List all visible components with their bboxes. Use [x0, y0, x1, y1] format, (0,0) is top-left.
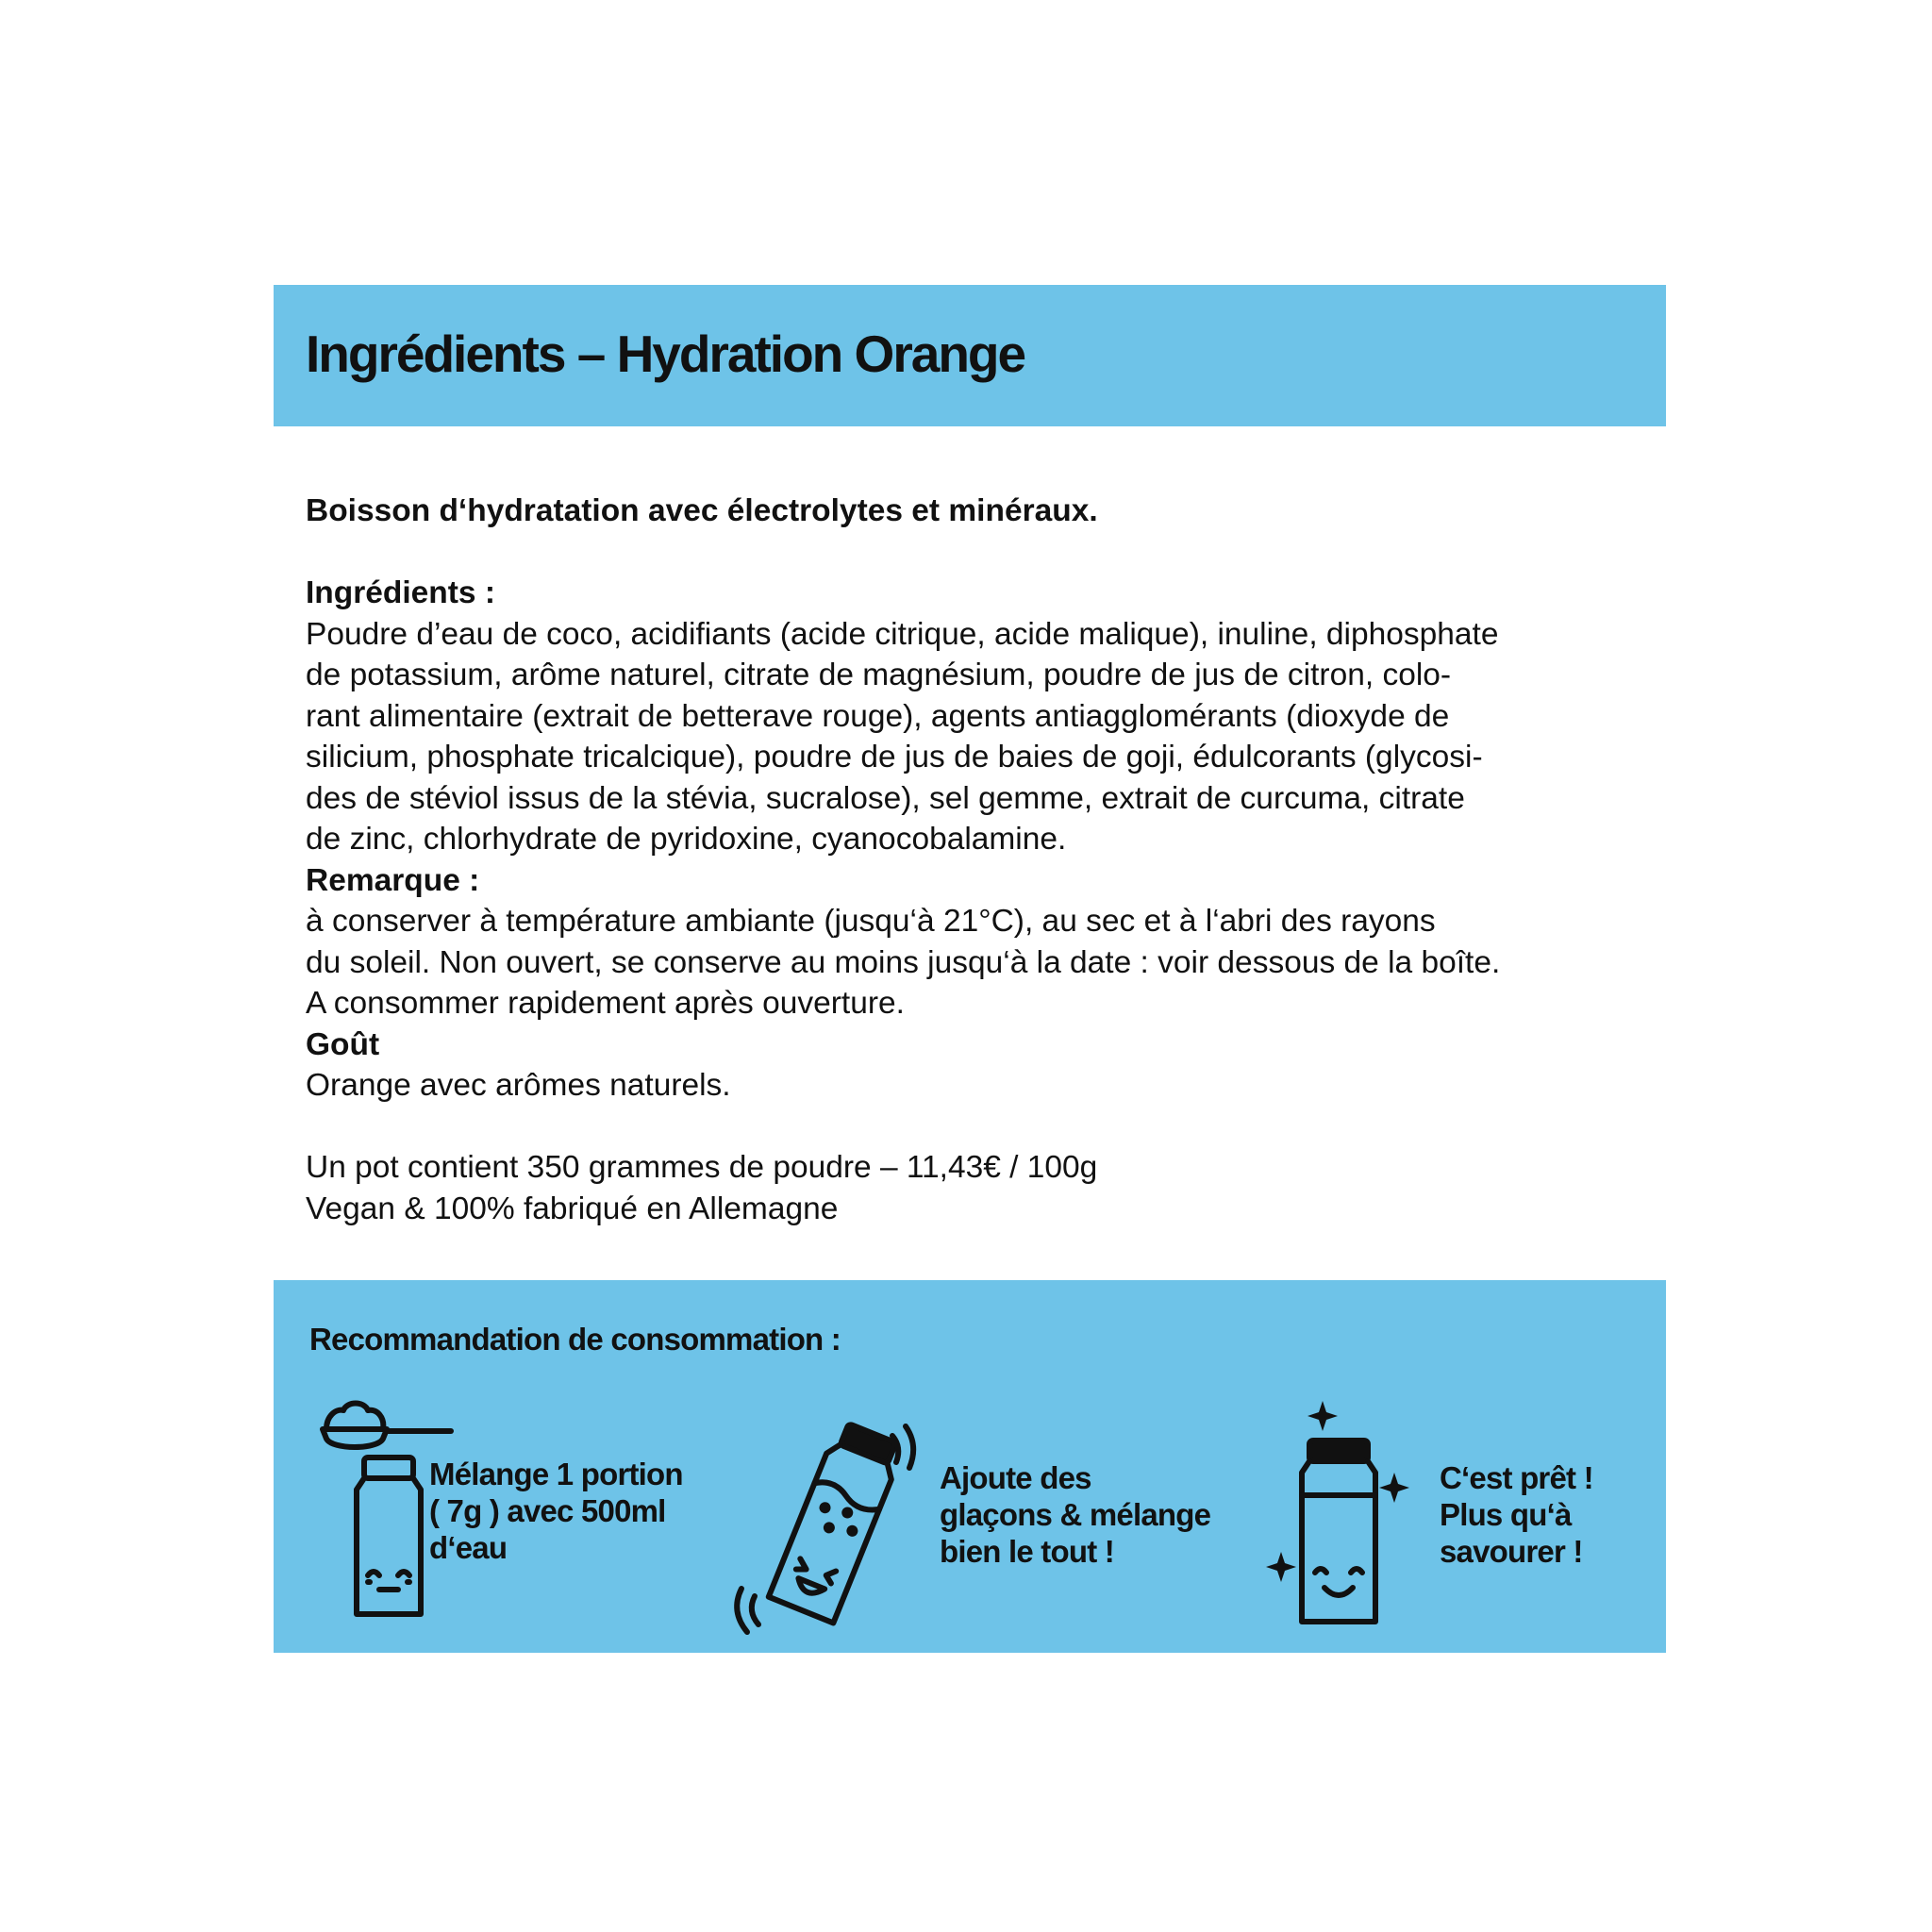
ingredients-line: des de stéviol issus de la stévia, sucralose), sel gemme, extrait de curcuma, citrate: [306, 780, 1465, 816]
shaking-bottle-icon: [726, 1417, 934, 1643]
main-content: [306, 491, 1645, 1229]
step-line: Plus qu‘à: [1440, 1497, 1572, 1532]
step-line: glaçons & mélange: [940, 1497, 1211, 1532]
spacer: [306, 1107, 1645, 1148]
ingredients-line: de zinc, chlorhydrate de pyridoxine, cyanocobalamine.: [306, 822, 1067, 857]
step-line: ( 7g ) avec 500ml: [429, 1493, 666, 1528]
ingredients-line: silicium, phosphate tricalcique), poudre de jus de baies de goji, édulcorants (glycosi-: [306, 740, 1483, 774]
remarque-line: du soleil. Non ouvert, se conserve au moins jusqu‘à la date : voir dessous de la boîte.: [306, 944, 1501, 980]
step-line: savourer !: [1440, 1534, 1583, 1569]
step-line: C‘est prêt !: [1440, 1460, 1593, 1495]
step-line: bien le tout !: [940, 1534, 1114, 1569]
pot-text: Un pot contient 350 grammes de poudre – 11,43€ / 100g: [306, 1150, 1098, 1185]
spacer: [306, 532, 1645, 574]
ingredients-line: de potassium, arôme naturel, citrate de magnésium, poudre de jus de citron, colo-: [306, 658, 1452, 692]
ingredients-text: [306, 614, 1645, 860]
remarque-line: à conserver à température ambiante (jusqu‘à 21°C), au sec et à l‘abri des rayons: [306, 904, 1436, 939]
recommendation-title: Recommandation de consommation :: [309, 1322, 841, 1357]
remarque-heading: Remarque :: [306, 862, 480, 898]
remarque-text: [306, 901, 1645, 1024]
gout-text: Orange avec arômes naturels.: [306, 1068, 731, 1103]
remarque-line: A consommer rapidement après ouverture.: [306, 986, 905, 1021]
header-band: [274, 285, 1666, 426]
step-line: d‘eau: [429, 1530, 508, 1565]
page-title: Ingrédients – Hydration Orange: [306, 325, 1025, 383]
recommendation-band: [274, 1280, 1666, 1653]
vegan-text: Vegan & 100% fabriqué en Allemagne: [306, 1191, 839, 1226]
gout-heading: Goût: [306, 1026, 380, 1062]
step-line: Ajoute des: [940, 1460, 1091, 1495]
step-3-text: [1440, 1459, 1593, 1570]
sparkling-bottle-icon: [1264, 1401, 1453, 1627]
step-line: Mélange 1 portion: [429, 1457, 683, 1491]
step-2-text: [940, 1459, 1210, 1570]
ingredients-line: rant alimentaire (extrait de betterave rouge), agents antiagglomérants (dioxyde de: [306, 698, 1450, 734]
step-1-text: [429, 1456, 683, 1566]
ingredients-heading: Ingrédients :: [306, 575, 496, 610]
intro-text: Boisson d‘hydratation avec électrolytes et minéraux.: [306, 493, 1098, 528]
ingredients-line: Poudre d’eau de coco, acidifiants (acide citrique, acide malique), inuline, diphosphate: [306, 616, 1499, 652]
